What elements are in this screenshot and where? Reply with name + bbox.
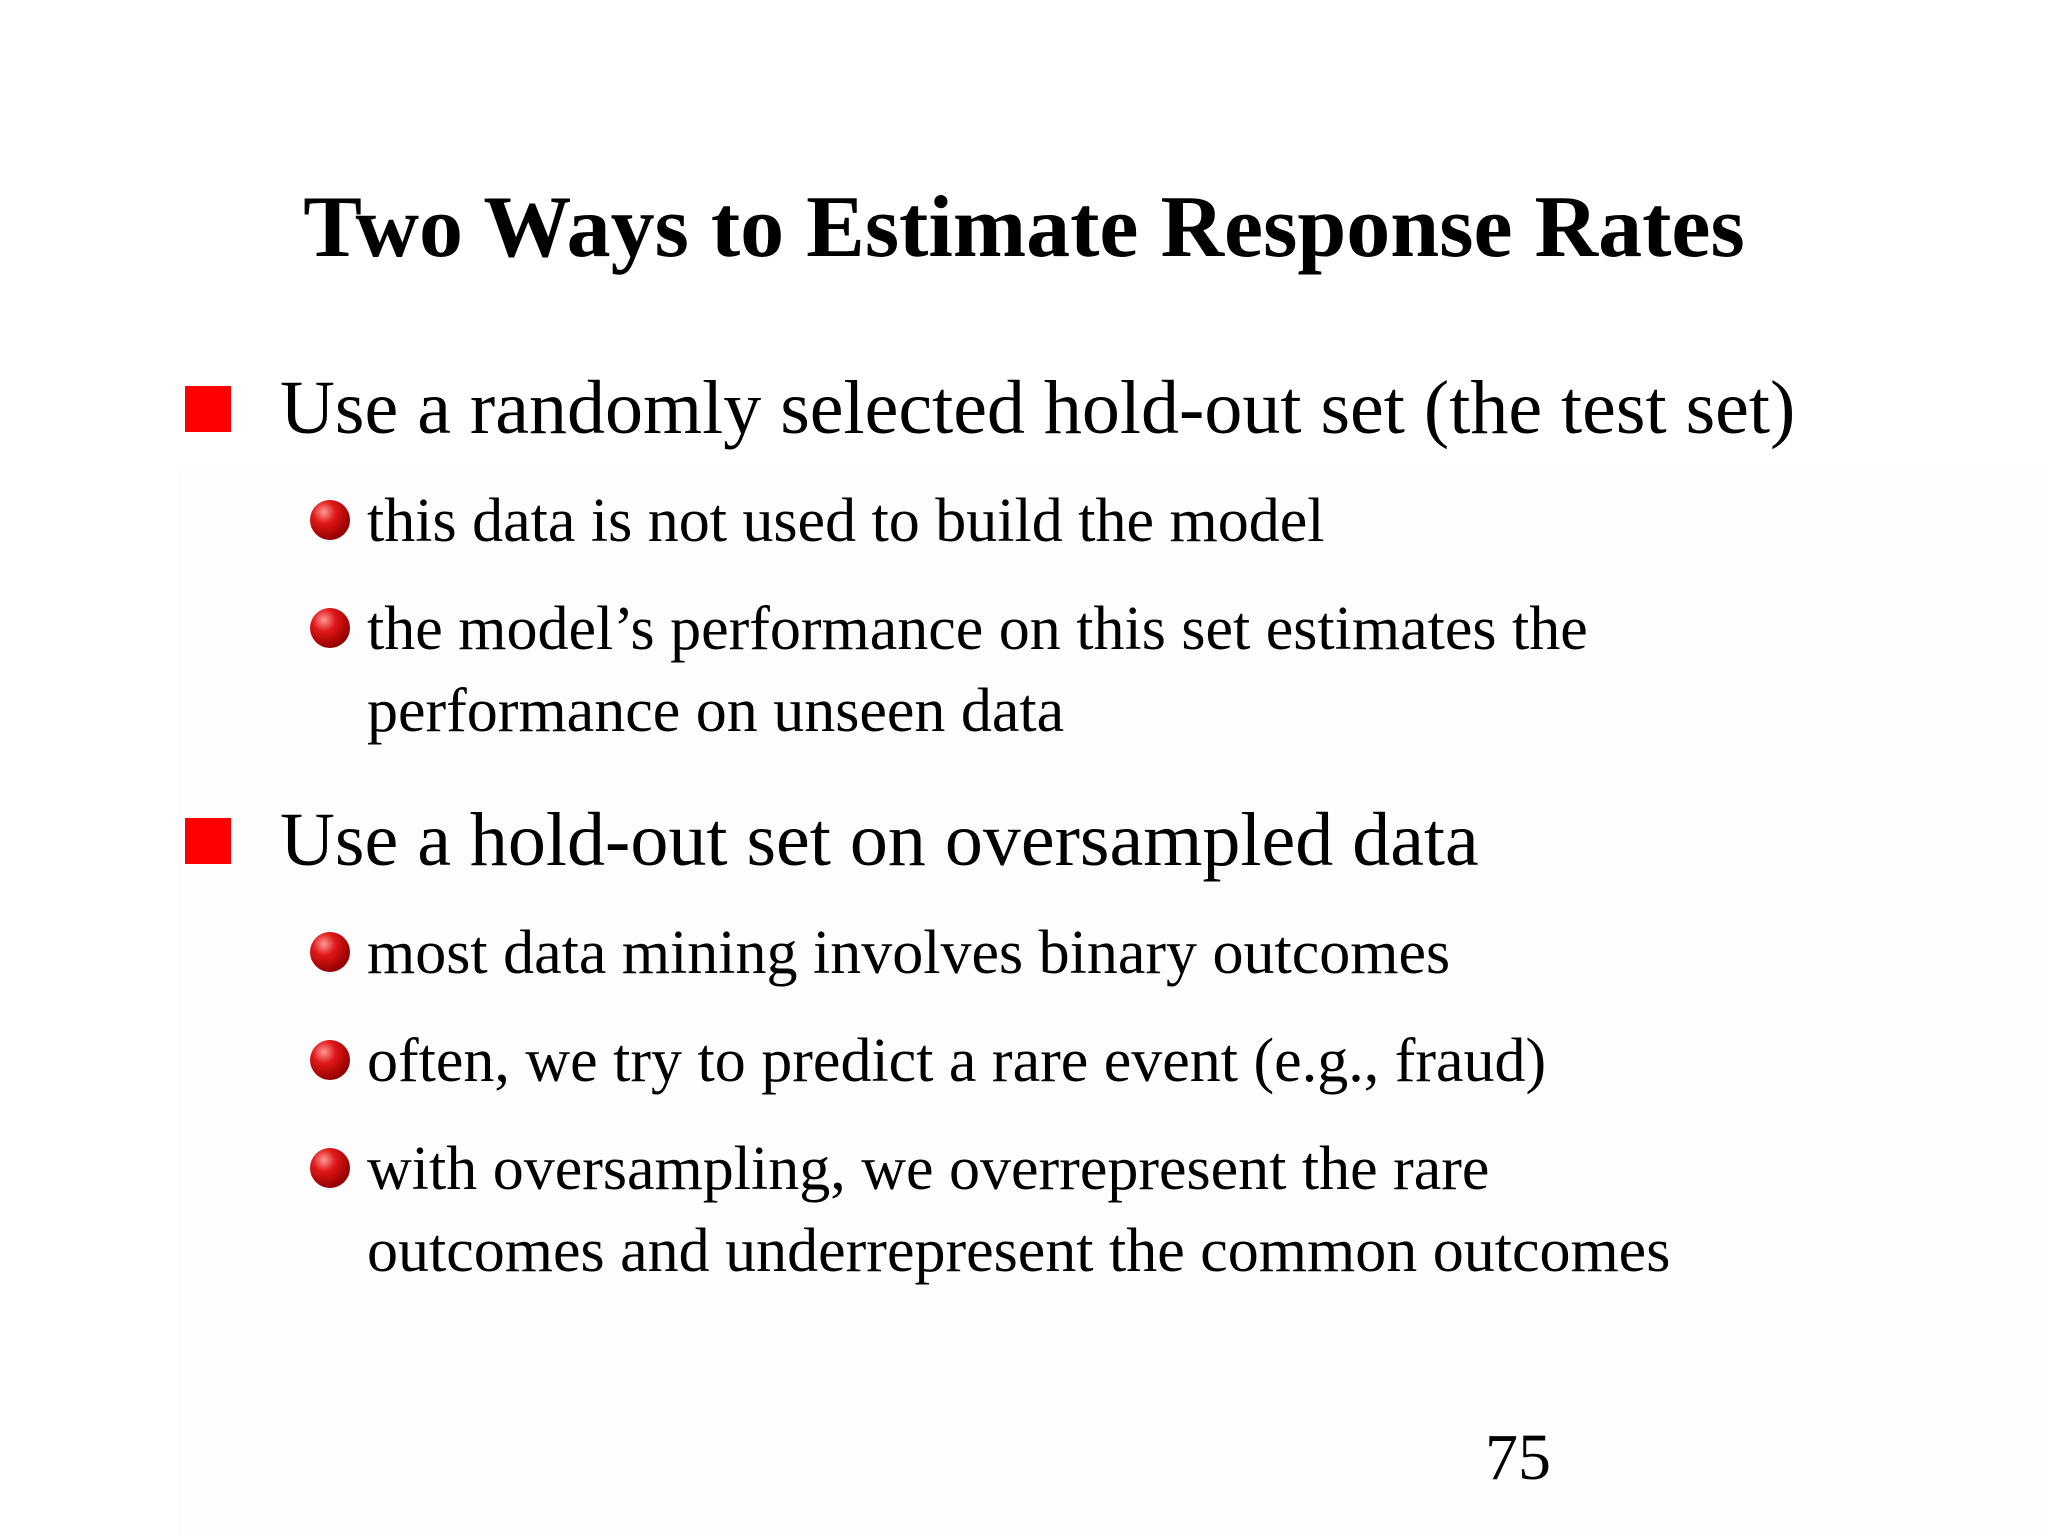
sub-bullet-text-line-1: the model’s performance on this set estimates the: [367, 595, 1588, 663]
bullet-text: Use a hold-out set on oversampled data: [280, 798, 1479, 882]
red-ball-bullet-icon: [310, 1148, 350, 1188]
sub-bullet-text: this data is not used to build the model: [367, 487, 1325, 555]
sub-bullet-text-line-1: with oversampling, we overrepresent the rare: [367, 1135, 1490, 1203]
page-number: 75: [1485, 1421, 1551, 1494]
sub-bullet-text: often, we try to predict a rare event (e.g., fraud): [367, 1027, 1547, 1095]
bullet-text: Use a randomly selected hold-out set (the test set): [280, 366, 1796, 450]
red-ball-bullet-icon: [310, 500, 350, 540]
sub-bullet-text-line-2: outcomes and underrepresent the common outcomes: [367, 1217, 1671, 1285]
slide-title: Two Ways to Estimate Response Rates: [303, 179, 1745, 276]
red-square-bullet-icon: [185, 386, 231, 432]
sub-bullet-text: most data mining involves binary outcomes: [367, 919, 1451, 987]
sub-bullet-text-line-2: performance on unseen data: [367, 677, 1065, 745]
red-ball-bullet-icon: [310, 608, 350, 648]
red-square-bullet-icon: [185, 818, 231, 864]
red-ball-bullet-icon: [310, 932, 350, 972]
red-ball-bullet-icon: [310, 1040, 350, 1080]
